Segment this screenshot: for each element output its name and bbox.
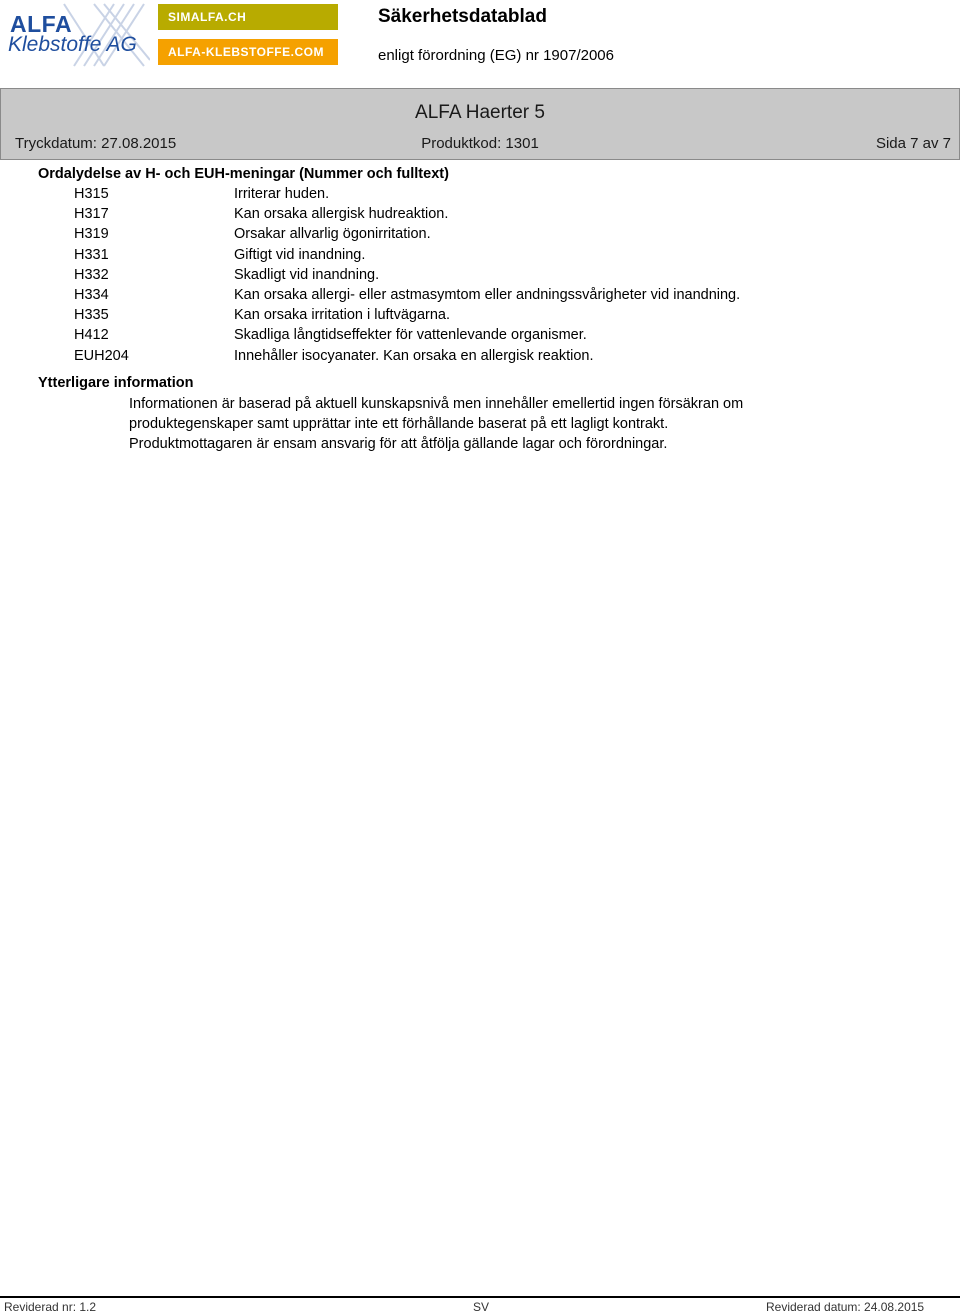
- alfa-klebstoffe-link[interactable]: ALFA-KLEBSTOFFE.COM: [158, 39, 338, 65]
- hazard-text: Orsakar allvarlig ögonirritation.: [234, 226, 431, 243]
- hazard-row: [0, 307, 960, 327]
- hazard-text: Kan orsaka allergisk hudreaktion.: [234, 206, 449, 223]
- info-line: Produktmottagaren är ensam ansvarig för att åtfölja gällande lagar och förordningar.: [129, 436, 668, 453]
- additional-info-heading: Ytterligare information: [38, 375, 194, 391]
- logo-company-text: Klebstoffe AG: [8, 33, 137, 56]
- simalfa-link[interactable]: SIMALFA.CH: [158, 4, 338, 30]
- hazard-text: Kan orsaka allergi- eller astmasymtom eller andningssvårigheter vid inandning.: [234, 286, 741, 303]
- hazard-code: EUH204: [74, 347, 129, 364]
- footer-divider: [0, 1296, 960, 1298]
- hazard-code: H331: [74, 246, 109, 263]
- hazard-text: Giftigt vid inandning.: [234, 246, 366, 263]
- hazard-code: H315: [74, 186, 109, 202]
- hazard-text: Kan orsaka irritation i luftvägarna.: [234, 307, 450, 324]
- document-title: Säkerhetsdatablad: [378, 6, 547, 27]
- hazard-code: H319: [74, 226, 109, 243]
- product-header-band: [0, 88, 960, 160]
- hazard-text: Skadligt vid inandning.: [234, 266, 380, 283]
- hazard-code: H335: [74, 307, 109, 324]
- hazard-row: [0, 267, 960, 287]
- hazard-code: H334: [74, 286, 109, 303]
- hazard-statement-list: [0, 186, 960, 368]
- hazard-section-heading: Ordalydelse av H- och EUH-meningar (Nummer och fulltext): [38, 166, 449, 182]
- language-code: SV: [473, 1300, 490, 1314]
- hazard-row: [0, 287, 960, 307]
- hazard-row: [0, 327, 960, 347]
- page-number: Sida 7 av 7: [875, 135, 951, 152]
- additional-info-paragraph: [129, 394, 819, 455]
- print-date: Tryckdatum: 27.08.2015: [15, 135, 177, 152]
- hazard-row: [0, 247, 960, 267]
- revision-date: Reviderad datum: 24.08.2015: [766, 1300, 925, 1314]
- logo-alfa-text: ALFA: [10, 11, 73, 37]
- hazard-row: [0, 206, 960, 226]
- info-line: Informationen är baserad på aktuell kunskapsnivå men innehåller emellertid ingen försäkran om: [129, 396, 744, 412]
- hazard-code: H332: [74, 266, 109, 283]
- revision-number: Reviderad nr: 1.2: [4, 1300, 97, 1314]
- product-code: Produktkod: 1301: [421, 135, 539, 152]
- document-subtitle: enligt förordning (EG) nr 1907/2006: [378, 47, 614, 64]
- info-line: produktegenskaper samt upprättar inte ett förhållande baserat på ett lagligt kontrakt.: [129, 416, 669, 433]
- hazard-text: Irriterar huden.: [234, 186, 330, 202]
- company-logo: [4, 2, 150, 68]
- hazard-code: H412: [74, 327, 109, 344]
- product-name: ALFA Haerter 5: [415, 102, 545, 123]
- hazard-text: Innehåller isocyanater. Kan orsaka en allergisk reaktion.: [234, 347, 594, 364]
- hazard-code: H317: [74, 206, 109, 223]
- hazard-text: Skadliga långtidseffekter för vattenlevande organismer.: [234, 327, 587, 344]
- hazard-row: [0, 226, 960, 246]
- hazard-row: [0, 348, 960, 368]
- hazard-row: [0, 186, 960, 206]
